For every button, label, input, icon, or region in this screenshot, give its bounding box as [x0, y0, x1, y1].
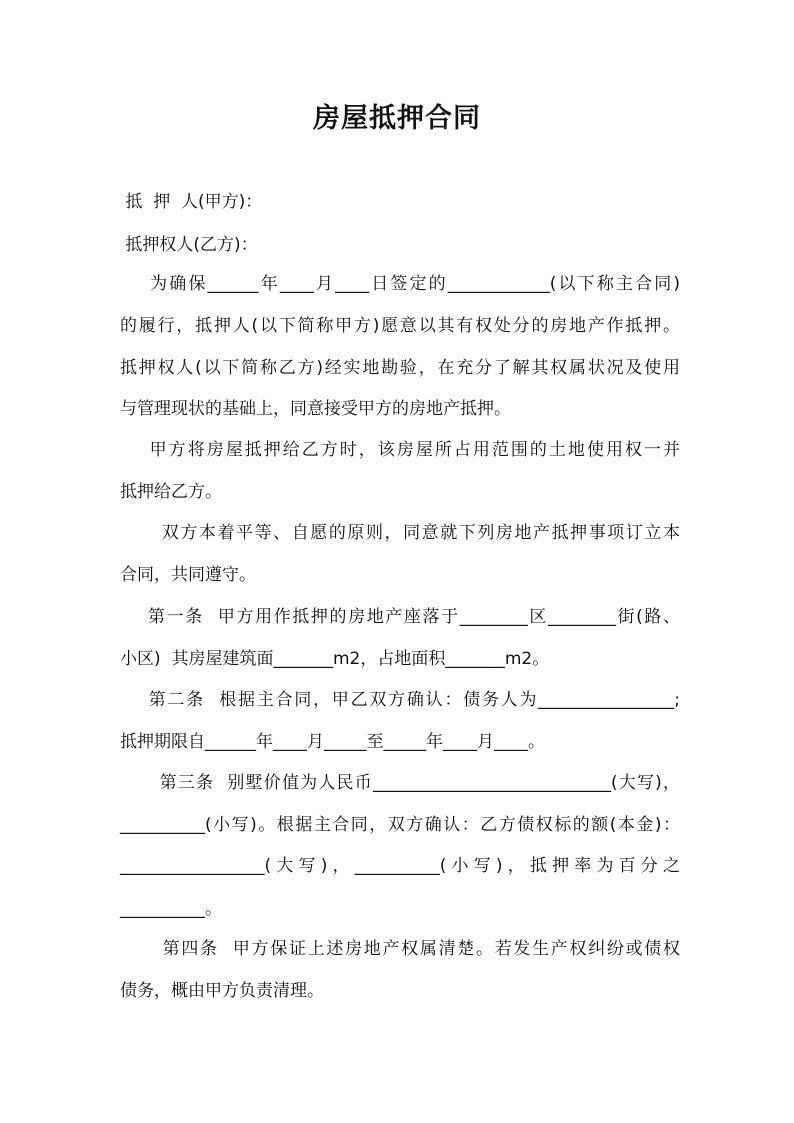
- article-one-line: 小区) 其房屋建筑面_______m2，占地面积_______m2。: [120, 649, 550, 669]
- article-two-line: 抵押期限自______年____月_____至_____年____月____。: [120, 732, 545, 752]
- article-four-line: 第四条 甲方保证上述房地产权属清楚。若发生产权纠纷或债权: [120, 939, 680, 959]
- party-a-line: 抵 押 人(甲方)：: [120, 192, 263, 212]
- party-b-line: 抵押权人(乙方)：: [120, 235, 258, 255]
- article-two-line: 第二条 根据主合同，甲乙双方确认：债务人为________________;: [120, 690, 680, 710]
- paragraph-line: 的履行，抵押人(以下简称甲方)愿意以其有权处分的房地产作抵押。: [120, 316, 680, 336]
- paragraph-line: 合同，共同遵守。: [120, 565, 256, 585]
- article-three-line: 第三条 别墅价值为人民币____________________________(大写)，: [120, 773, 680, 793]
- article-three-line: _________________(大写)，__________(小写)，抵押率为百分之: [120, 856, 680, 876]
- article-three-line: __________(小写)。根据主合同，双方确认：乙方债权标的额(本金)：: [120, 815, 680, 835]
- paragraph-line: 抵押给乙方。: [120, 482, 222, 502]
- document-title: 房屋抵押合同: [313, 103, 481, 134]
- paragraph-line: 与管理现状的基础上，同意接受甲方的房地产抵押。: [120, 399, 511, 419]
- paragraph-line: 抵押权人(以下简称乙方)经实地勘验，在充分了解其权属状况及使用: [120, 358, 680, 378]
- paragraph-line: 甲方将房屋抵押给乙方时，该房屋所占用范围的土地使用权一并: [120, 440, 680, 460]
- paragraph-line: 双方本着平等、自愿的原则，同意就下列房地产抵押事项订立本: [120, 523, 680, 543]
- article-three-line: __________。: [120, 899, 222, 919]
- article-four-line: 债务，概由甲方负责清理。: [120, 981, 324, 1001]
- paragraph-line: 为确保______年____月____日签定的____________(以下称主合同): [120, 274, 680, 294]
- article-one-line: 第一条 甲方用作抵押的房地产座落于________区________街(路、: [120, 607, 680, 627]
